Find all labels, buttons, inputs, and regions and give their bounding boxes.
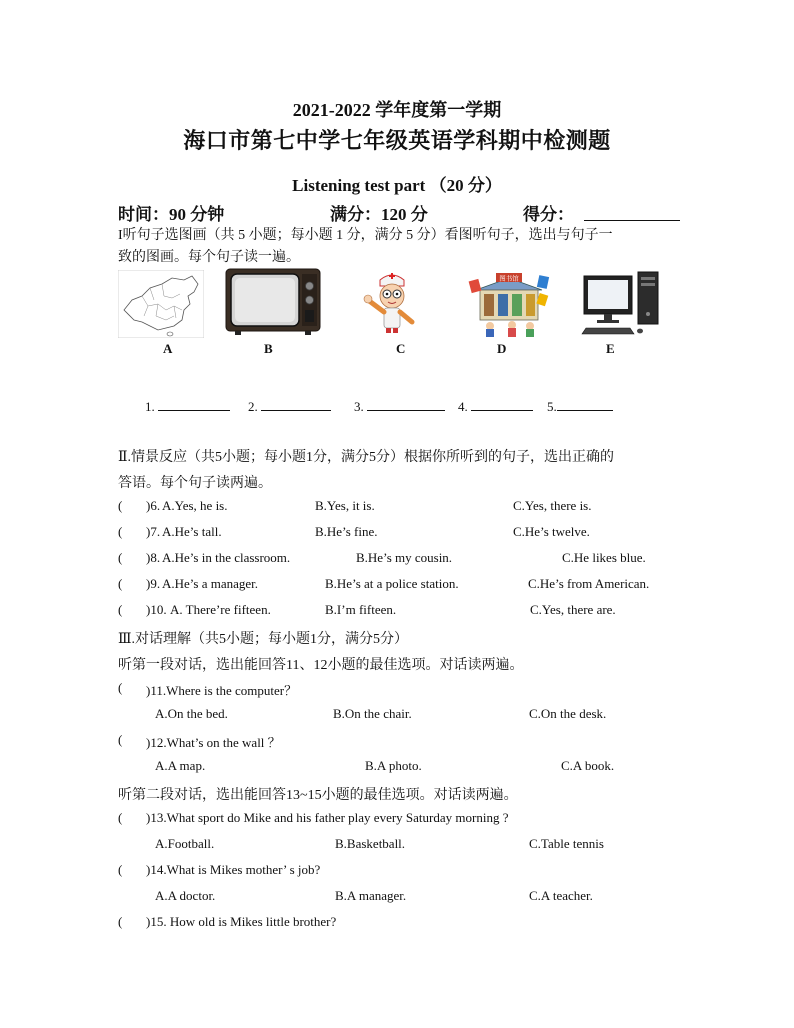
answer-paren[interactable]: (: [118, 914, 123, 929]
answer-blank-4[interactable]: 4.: [458, 398, 533, 415]
question-stem: )14.What is Mikes mother’ s job?: [146, 862, 321, 877]
option-c: C.Yes, there are.: [530, 602, 616, 617]
section2-instruction: Ⅱ.情景反应（共5小题；每小题1分，满分5分）根据你所听到的句子，选出正确的: [118, 450, 615, 465]
answer-paren[interactable]: (: [118, 732, 123, 747]
option-c: C.Table tennis: [529, 836, 604, 851]
option-a: A.On the bed.: [155, 706, 228, 721]
answer-blank-2[interactable]: 2.: [248, 398, 331, 415]
answer-paren[interactable]: (: [118, 862, 123, 877]
option-b: B.I’m fifteen.: [325, 602, 397, 617]
answer-paren[interactable]: (: [118, 602, 123, 617]
picture-label-e: E: [606, 341, 615, 356]
answer-paren[interactable]: (: [118, 498, 123, 513]
answer-paren[interactable]: (: [118, 680, 123, 695]
option-c: C.He’s twelve.: [513, 524, 590, 539]
option-b: B.On the chair.: [333, 706, 412, 721]
dialog1-instruction: 听第一段对话，选出能回答11、12小题的最佳选项。对话读两遍。: [118, 658, 524, 673]
option-c: C.Yes, there is.: [513, 498, 592, 513]
score-label: 得分：: [523, 205, 574, 224]
score-blank[interactable]: [584, 220, 680, 221]
china-map-image: [118, 270, 204, 338]
library-sign: 图书馆: [499, 274, 519, 283]
section2-instruction-cont: 答语。每个句子读两遍。: [118, 476, 272, 491]
option-a: A. There’re fifteen.: [170, 602, 271, 617]
answer-paren[interactable]: (: [118, 810, 123, 825]
option-b: B.A photo.: [365, 758, 422, 773]
computer-image: [580, 270, 662, 336]
answer-blank-5[interactable]: 5.: [547, 398, 613, 415]
question-number: )8.: [146, 550, 161, 565]
section3-instruction: Ⅲ.对话理解（共5小题；每小题1分，满分5分）: [118, 632, 408, 647]
picture-label-d: D: [497, 341, 507, 356]
option-a: A.He’s in the classroom.: [162, 550, 291, 565]
question-number: )9.: [146, 576, 161, 591]
picture-label-c: C: [396, 341, 406, 356]
option-a: A.A map.: [155, 758, 206, 773]
option-b: B.He’s at a police station.: [325, 576, 459, 591]
part-title: Listening test part （20 分）: [292, 176, 502, 195]
option-c: C.He’s from American.: [528, 576, 650, 591]
answer-paren[interactable]: (: [118, 524, 123, 539]
answer-blank-3[interactable]: 3.: [354, 398, 445, 415]
question-stem: )11.Where is the computer？: [146, 683, 298, 698]
option-b: B.A manager.: [335, 888, 407, 903]
picture-label-b: B: [264, 341, 273, 356]
library-image: [468, 268, 550, 338]
option-b: B.He’s fine.: [315, 524, 378, 539]
option-b: B.He’s my cousin.: [356, 550, 453, 565]
option-b: B.Yes, it is.: [315, 498, 375, 513]
option-c: C.He likes blue.: [562, 550, 646, 565]
option-c: C.On the desk.: [529, 706, 607, 721]
section1-instruction: I听句子选图画（共 5 小题；每小题 1 分，满分 5 分）看图听句子，选出与句子一: [118, 228, 613, 243]
question-stem: )12.What’s on the wall ？: [146, 735, 281, 750]
picture-label-a: A: [163, 341, 173, 356]
dialog2-instruction: 听第二段对话，选出能回答13~15小题的最佳选项。对话读两遍。: [118, 788, 518, 803]
full-score: 满分：120 分: [330, 205, 428, 224]
doctor-cartoon-image: [360, 270, 424, 334]
answer-paren[interactable]: (: [118, 550, 123, 565]
question-number: )6.: [146, 498, 161, 513]
question-stem: )13.What sport do Mike and his father play every Saturday morning ?: [146, 810, 509, 825]
option-a: A.Yes, he is.: [162, 498, 228, 513]
answer-blank-1[interactable]: 1.: [145, 398, 230, 415]
exam-title: 海口市第七中学七年级英语学科期中检测题: [183, 128, 611, 153]
exam-time: 时间：90 分钟: [118, 205, 225, 224]
question-number: )10.: [146, 602, 167, 617]
option-c: C.A book.: [561, 758, 615, 773]
question-number: )7.: [146, 524, 161, 539]
television-image: [225, 268, 321, 336]
option-a: A.He’s tall.: [162, 524, 222, 539]
section1-instruction-cont: 致的图画。每个句子读一遍。: [118, 250, 300, 265]
option-a: A.A doctor.: [155, 888, 216, 903]
option-b: B.Basketball.: [335, 836, 406, 851]
answer-paren[interactable]: (: [118, 576, 123, 591]
year-term-heading: 2021-2022 学年度第一学期: [292, 100, 502, 120]
option-a: A.He’s a manager.: [162, 576, 259, 591]
option-a: A.Football.: [155, 836, 215, 851]
option-c: C.A teacher.: [529, 888, 593, 903]
question-stem: )15. How old is Mikes little brother?: [146, 914, 337, 929]
